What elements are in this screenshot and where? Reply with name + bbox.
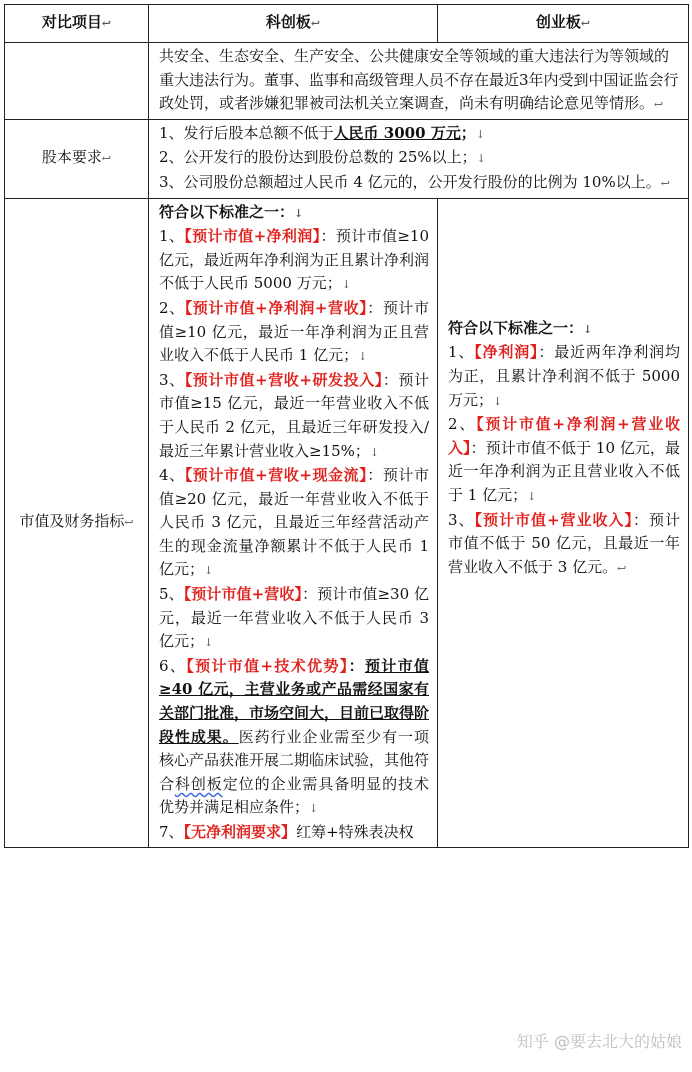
table-row-financial bbox=[5, 198, 689, 847]
table-row-continued bbox=[5, 43, 689, 120]
comparison-table bbox=[4, 4, 689, 848]
table-row-equity bbox=[5, 119, 689, 198]
row-label-equity: 股本要求↩ bbox=[5, 119, 149, 198]
star-market-criteria-cell: 符合以下标准之一：↓ 1、【预计市值+净利润】：预计市值≥10 亿元，最近两年净利润为正且累计净利润不低于人民币 5000 万元；↓ 2、【预计市值+净利润+营收】：预计市值≥10 亿元，最近一年净利润为正且营业收入不低于人民币 1 亿元；↓ 3、【预计市值+营收+研发投入】：预计市值≥15 亿元，最近一年营业收入不低于人民币 2 亿元，且最近三年研发投入/最近三年累计营业收入≥15%；↓ 4、【预计市值+营收+现金流】：预计市值≥20 亿元，最近一年营业收入不低于人民币 3 亿元，且最近三年经营活动产生的现金流量净额累计不低于人民币 1 亿元；↓ 5、【预计市值+营收】：预计市值≥30 亿元，最近一年营业收入不低于人民币 3 亿元；↓ 6、【预计市值+技术优势】：预计市值≥40 亿元，主营业务或产品需经国家有关部门批准，市场空间大，目前已取得阶段性成果。医药行业企业需至少有一项核心产品获准开展二期临床试验，其他符合科创板定位的企业需具备明显的技术优势并满足相应条件；↓ 7、【无净利润要求】红筹+特殊表决权 bbox=[149, 198, 438, 847]
header-star-market: 科创板↩ bbox=[149, 5, 438, 43]
row-label-financial: 市值及财务指标↩ bbox=[5, 198, 149, 847]
row-label-empty bbox=[5, 43, 149, 120]
continued-text-cell: 共安全、生态安全、生产安全、公共健康安全等领域的重大违法行为等领域的重大违法行为。董事、监事和高级管理人员不存在最近3年内受到中国证监会行政处罚，或者涉嫌犯罪被司法机关立案调查，尚未有明确结论意见等情形。↩ bbox=[149, 43, 689, 120]
chinext-criteria-cell: 符合以下标准之一：↓ 1、【净利润】：最近两年净利润均为正，且累计净利润不低于 5000 万元；↓ 2、【预计市值+净利润+营业收入】：预计市值不低于 10 亿元，最近一年净利润为正且营业收入不低于 1 亿元；↓ 3、【预计市值+营业收入】：预计市值不低于 50 亿元，且最近一年营业收入不低于 3 亿元。↩ bbox=[438, 198, 689, 847]
zhihu-watermark: 知乎 @要去北大的姑娘 bbox=[516, 1032, 682, 1051]
spellcheck-underline: 科创板 bbox=[174, 774, 223, 793]
header-chinext: 创业板↩ bbox=[438, 5, 689, 43]
equity-requirements-cell: 1、发行后股本总额不低于人民币 3000 万元；↓ 2、公开发行的股份达到股份总数的 25%以上；↓ 3、公司股份总额超过人民币 4 亿元的，公开发行股份的比例为 10%以上。↩ bbox=[149, 119, 689, 198]
table-header-row bbox=[5, 5, 689, 43]
header-compare-item: 对比项目↩ bbox=[5, 5, 149, 43]
